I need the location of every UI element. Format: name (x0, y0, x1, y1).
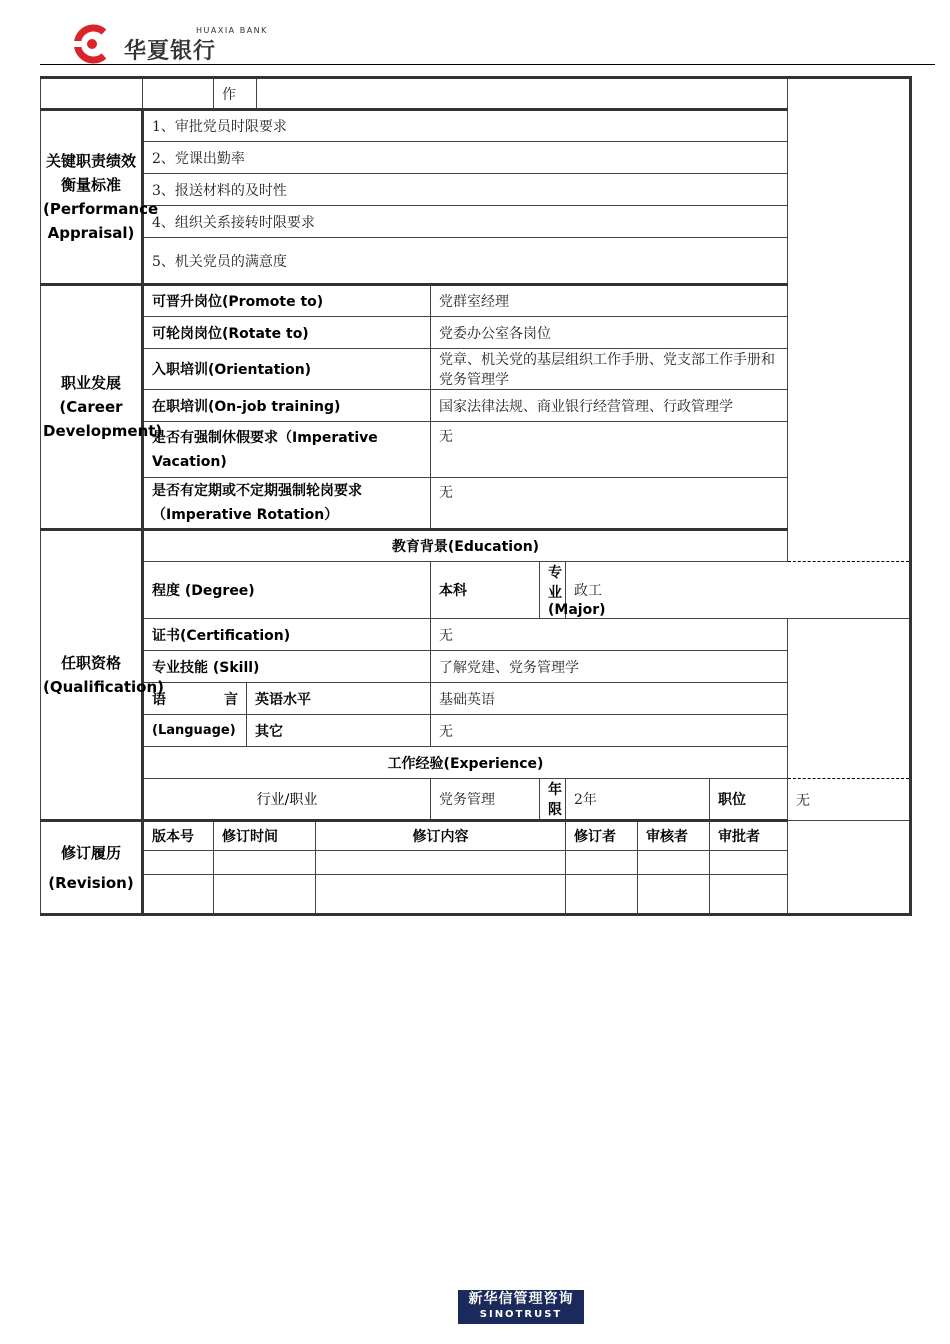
industry-value: 党务管理 (431, 779, 540, 821)
on-job-training-label: 在职培训(On-job training) (143, 390, 431, 422)
rotate-value: 党委办公室各岗位 (431, 317, 788, 349)
language-label: 语 言 (143, 683, 247, 715)
continuation-cell: 作 (214, 78, 257, 110)
sinotrust-name-cn: 新华信管理咨询 (468, 1291, 574, 1307)
orientation-value: 党章、机关党的基层组织工作手册、党支部工作手册和党务管理学 (431, 349, 788, 390)
performance-item: 3、报送材料的及时性 (143, 174, 788, 206)
other-language-label: 其它 (247, 715, 431, 747)
experience-header: 工作经验(Experience) (143, 747, 788, 779)
revision-col-approver: 审批者 (710, 821, 788, 851)
rotation-value: 无 (431, 478, 788, 530)
on-job-training-value: 国家法律法规、商业银行经营管理、行政管理学 (431, 390, 788, 422)
certification-value: 无 (431, 619, 788, 651)
major-value: 政工 (566, 562, 911, 619)
rotate-label: 可轮岗岗位(Rotate to) (143, 317, 431, 349)
language-label-en: (Language) (143, 715, 247, 747)
vacation-label: 是否有强制休假要求（Imperative Vacation) (143, 422, 431, 478)
performance-section-title: 关键职责绩效衡量标准(Performance Appraisal) (41, 110, 143, 285)
years-value: 2年 (566, 779, 710, 821)
revision-col-reviewer: 审核者 (638, 821, 710, 851)
other-language-value: 无 (431, 715, 788, 747)
bank-name-cn: 华夏银行 (124, 39, 217, 64)
revision-col-reviser: 修订者 (566, 821, 638, 851)
revision-row (41, 851, 911, 875)
qualification-section-title: 任职资格(Qualification) (41, 530, 143, 821)
performance-item: 4、组织关系接转时限要求 (143, 206, 788, 238)
english-level-label: 英语水平 (247, 683, 431, 715)
skill-label: 专业技能 (Skill) (143, 651, 431, 683)
degree-value: 本科 (431, 562, 540, 619)
education-header: 教育背景(Education) (143, 530, 788, 562)
performance-item: 5、机关党员的满意度 (143, 238, 788, 285)
page-header (70, 24, 930, 64)
degree-label: 程度 (Degree) (143, 562, 431, 619)
bank-name-en: HUAXIA BANK (196, 26, 268, 35)
rotation-label: 是否有定期或不定期强制轮岗要求（Imperative Rotation） (143, 478, 431, 530)
promote-label: 可晋升岗位(Promote to) (143, 285, 431, 317)
performance-item: 1、审批党员时限要求 (143, 110, 788, 142)
job-description-table (40, 76, 912, 916)
vacation-value: 无 (431, 422, 788, 478)
orientation-label: 入职培训(Orientation) (143, 349, 431, 390)
revision-col-date: 修订时间 (214, 821, 316, 851)
header-divider (40, 64, 935, 65)
revision-col-content: 修订内容 (316, 821, 566, 851)
revision-section-title: 修订履历(Revision) (41, 821, 143, 915)
sinotrust-name-en: SINOTRUST (479, 1309, 563, 1320)
years-label: 年限 (540, 779, 566, 821)
position-label: 职位 (710, 779, 788, 821)
english-level-value: 基础英语 (431, 683, 788, 715)
position-value: 无 (788, 779, 911, 821)
major-label: 专业(Major) (540, 562, 566, 619)
continuation-row (41, 78, 911, 110)
career-section-title: 职业发展(Career Development) (41, 285, 143, 530)
industry-label: 行业/职业 (143, 779, 431, 821)
certification-label: 证书(Certification) (143, 619, 431, 651)
performance-item: 2、党课出勤率 (143, 142, 788, 174)
huaxia-bank-logo-icon (70, 24, 114, 64)
revision-row (41, 875, 911, 915)
sinotrust-logo (458, 1290, 584, 1324)
promote-value: 党群室经理 (431, 285, 788, 317)
revision-col-version: 版本号 (143, 821, 214, 851)
skill-value: 了解党建、党务管理学 (431, 651, 788, 683)
